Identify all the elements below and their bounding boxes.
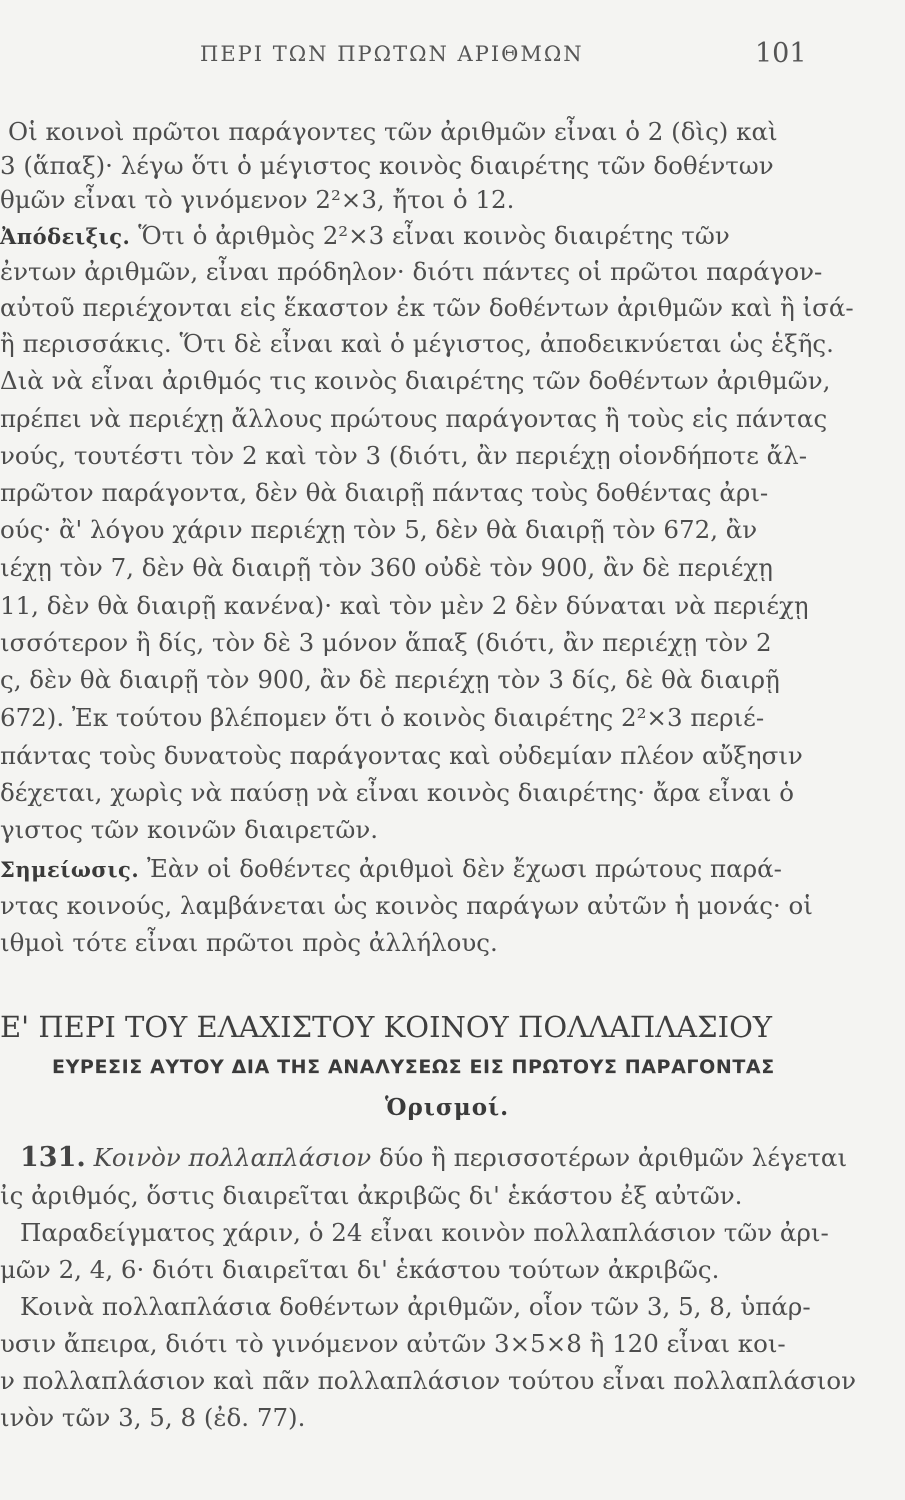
page-number: 101: [755, 38, 807, 69]
text-line: υσιν ἄπειρα, διότι τὸ γινόμενον αὐτῶν 3×5×8 ἢ 120 εἶναι κοι-: [0, 1329, 786, 1358]
text-line: ινὸν τῶν 3, 5, 8 (ἐδ. 77).: [0, 1403, 306, 1432]
text-line: Κοινὰ πολλαπλάσια δοθέντων ἀριθμῶν, οἷον τῶν 3, 5, 8, ὑπάρ-: [20, 1292, 811, 1321]
text-line: Παραδείγματος χάριν, ὁ 24 εἶναι κοινὸν πολλαπλάσιον τῶν ἀρι-: [20, 1218, 829, 1247]
proof-label: Ἀπόδειξις.: [0, 224, 131, 249]
text-line: ιθμοὶ τότε εἶναι πρῶτοι πρὸς ἀλλήλους.: [0, 928, 498, 957]
text-line: θμῶν εἶναι τὸ γινόμενον 2²×3, ἤτοι ὁ 12.: [0, 185, 515, 214]
text-line: 672). Ἐκ τούτου βλέπομεν ὅτι ὁ κοινὸς διαιρέτης 2²×3 περιέ-: [0, 703, 765, 732]
note-label: Σημείωσις.: [0, 857, 140, 882]
section-subtitle: ΕΥΡΕΣΙΣ ΑΥΤΟΥ ΔΙΑ ΤΗΣ ΑΝΑΛΥΣΕΩΣ ΕΙΣ ΠΡΩΤΟΥΣ ΠΑΡΑΓΟΝΤΑΣ: [52, 1056, 775, 1078]
text-line: γιστος τῶν κοινῶν διαιρετῶν.: [0, 815, 379, 844]
definitions-heading: Ὁρισμοί.: [385, 1094, 510, 1121]
text-line: ούς· ἂ' λόγου χάριν περιέχῃ τὸν 5, δὲν θὰ διαιρῇ τὸν 672, ἂν: [0, 515, 758, 544]
text-line: δέχεται, χωρὶς νὰ παύσῃ νὰ εἶναι κοινὸς διαιρέτης· ἄρα εἶναι ὁ: [0, 778, 795, 807]
text-line: ς, δὲν θὰ διαιρῇ τὸν 900, ἂν δὲ περιέχῃ τὸν 3 δίς, δὲ θὰ διαιρῇ: [0, 665, 780, 694]
text-line: πρῶτον παράγοντα, δὲν θὰ διαιρῇ πάντας τοὺς δοθέντας ἀρι-: [0, 478, 769, 507]
text-line: Διὰ νὰ εἶναι ἀριθμός τις κοινὸς διαιρέτης τῶν δοθέντων ἀριθμῶν,: [0, 366, 831, 395]
paragraph-number: 131.: [20, 1142, 86, 1173]
running-title: ΠΕΡΙ ΤΩΝ ΠΡΩΤΩΝ ΑΡΙΘΜΩΝ: [200, 42, 584, 66]
text-line: ἢ περισσάκις. Ὅτι δὲ εἶναι καὶ ὁ μέγιστος, ἀποδεικνύεται ὡς ἑξῆς.: [0, 329, 834, 358]
text-line: πάντας τοὺς δυνατοὺς παράγοντας καὶ οὐδεμίαν πλέον αὔξησιν: [0, 741, 803, 770]
text-line: 11, δὲν θὰ διαιρῇ κανένα)· καὶ τὸν μὲν 2 δὲν δύναται νὰ περιέχῃ: [0, 591, 809, 620]
proof-line: [0, 220, 905, 253]
text-line: ἐντων ἀριθμῶν, εἶναι πρόδηλον· διότι πάντες οἱ πρῶτοι παράγον-: [0, 257, 823, 286]
text-line: ἰς ἀριθμός, ὅστις διαιρεῖται ἀκριβῶς δι' ἑκάστου ἐξ αὐτῶν.: [0, 1181, 743, 1210]
text-line: ντας κοινούς, λαμβάνεται ὡς κοινὸς παράγων αὐτῶν ἡ μονάς· οἱ: [0, 891, 813, 920]
proof-text: Ὅτι ὁ ἀριθμὸς 2²×3 εἶναι κοινὸς διαιρέτης τῶν: [138, 221, 730, 250]
paragraph-131-first-line: [20, 1142, 905, 1174]
section-title: Ε' ΠΕΡΙ ΤΟΥ ΕΛΑΧΙΣΤΟΥ ΚΟΙΝΟΥ ΠΟΛΛΑΠΛΑΣΙΟΥ: [0, 1010, 772, 1044]
text-line: ιέχῃ τὸν 7, δὲν θὰ διαιρῇ τὸν 360 οὐδὲ τὸν 900, ἂν δὲ περιέχῃ: [0, 553, 773, 582]
paragraph-text: δύο ἢ περισσοτέρων ἀριθμῶν λέγεται: [378, 1143, 848, 1172]
text-line: ισσότερον ἢ δίς, τὸν δὲ 3 μόνον ἅπαξ (διότι, ἂν περιέχῃ τὸν 2: [0, 628, 772, 657]
note-text: Ἐὰν οἱ δοθέντες ἀριθμοὶ δὲν ἔχωσι πρώτους παρά-: [146, 854, 782, 883]
text-line: μῶν 2, 4, 6· διότι διαιρεῖται δι' ἑκάστου τούτων ἀκριβῶς.: [0, 1255, 720, 1284]
defined-term: Κοινὸν πολλαπλάσιον: [93, 1143, 372, 1172]
text-line: ν πολλαπλάσιον καὶ πᾶν πολλαπλάσιον τούτου εἶναι πολλαπλάσιον: [0, 1366, 856, 1395]
note-line: [0, 853, 905, 886]
text-line: πρέπει νὰ περιέχῃ ἄλλους πρώτους παράγοντας ἢ τοὺς εἰς πάντας: [0, 404, 828, 433]
text-line: νούς, τουτέστι τὸν 2 καὶ τὸν 3 (διότι, ἂν περιέχῃ οἱονδήποτε ἄλ-: [0, 441, 808, 470]
text-line: αὐτοῦ περιέχονται εἰς ἕκαστον ἐκ τῶν δοθέντων ἀριθμῶν καὶ ἢ ἰσά-: [0, 293, 854, 322]
text-line: Οἱ κοινοὶ πρῶτοι παράγοντες τῶν ἀριθμῶν εἶναι ὁ 2 (δὶς) καὶ: [8, 117, 778, 146]
text-line: 3 (ἅπαξ)· λέγω ὅτι ὁ μέγιστος κοινὸς διαιρέτης τῶν δοθέντων: [0, 151, 774, 180]
